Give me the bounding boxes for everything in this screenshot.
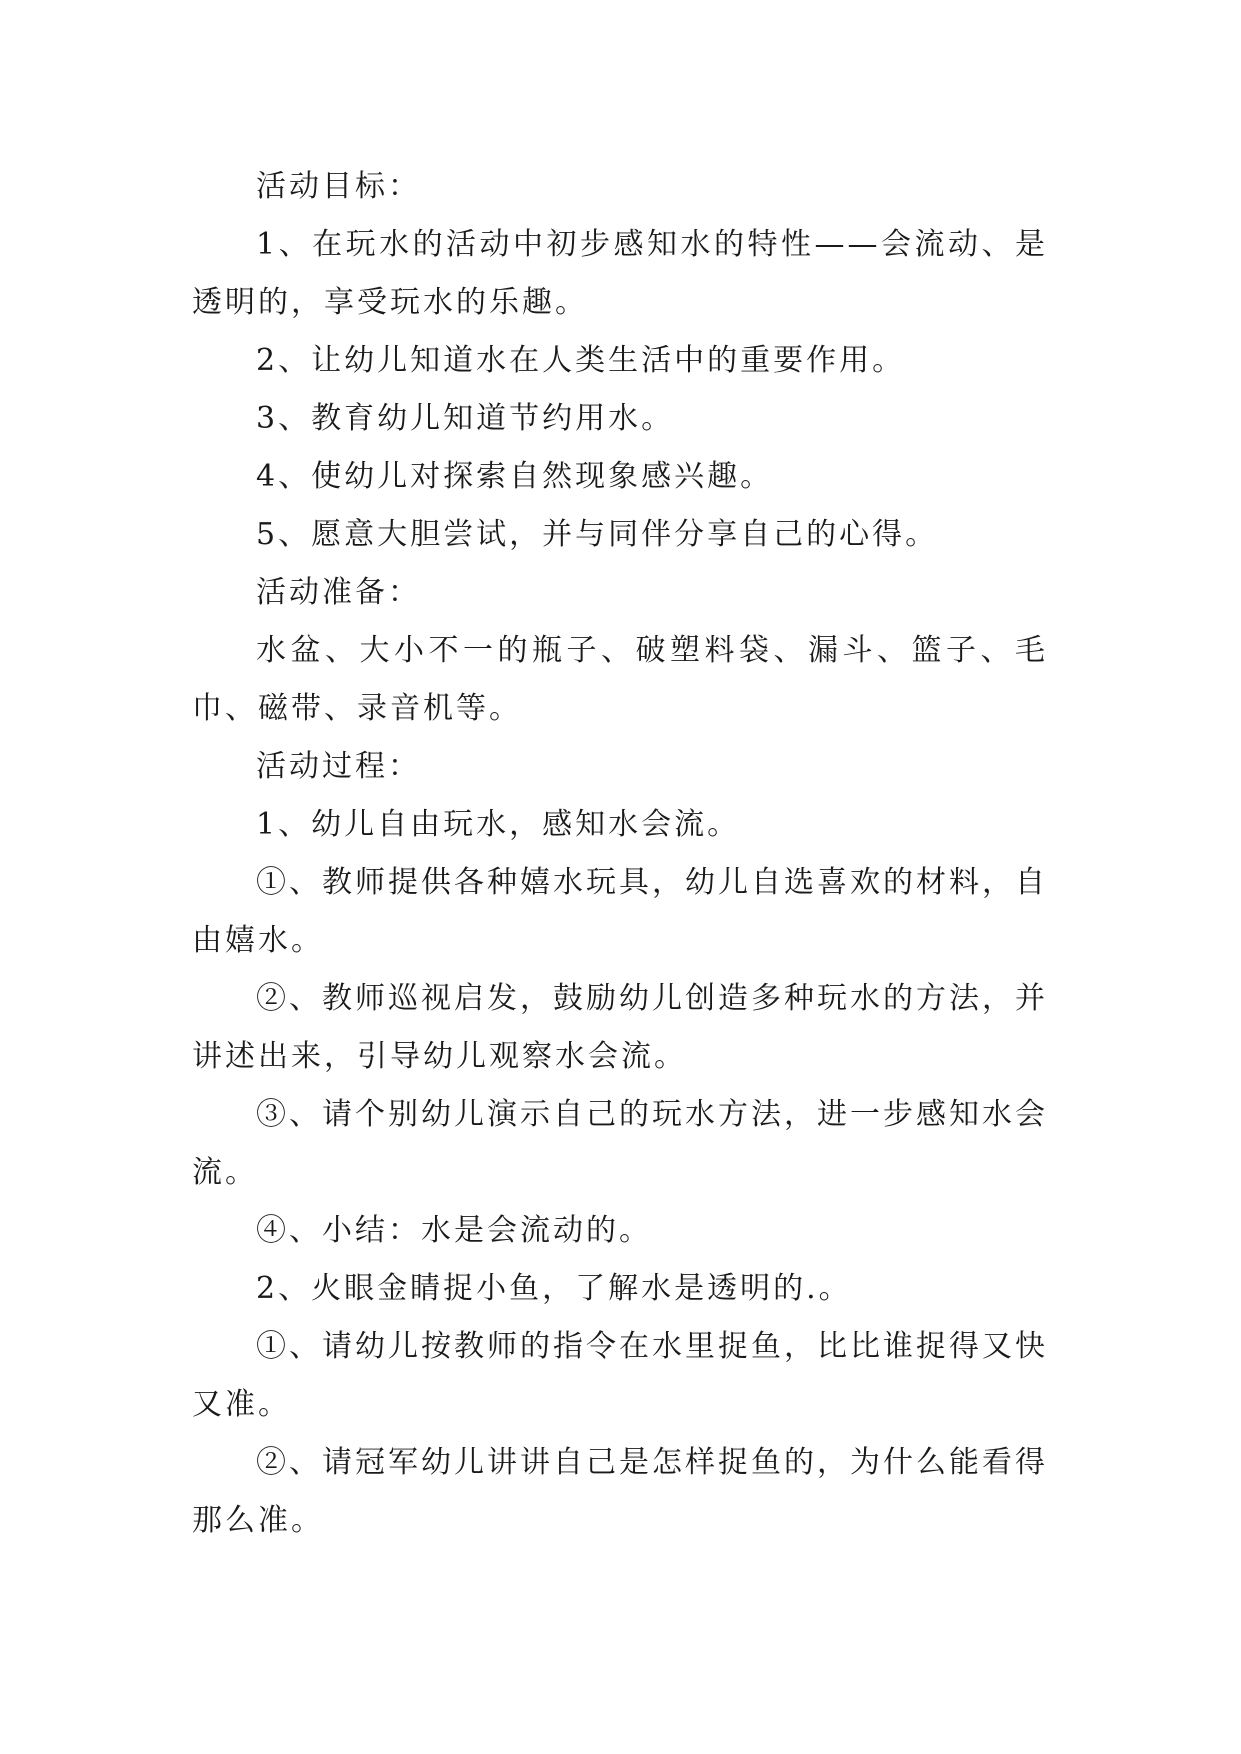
goal-item-2: 2、让幼儿知道水在人类生活中的重要作用。	[256, 343, 906, 378]
process-step-1-sub-1: ①、教师提供各种嬉水玩具，幼儿自选喜欢的材料，自由嬉水。	[192, 865, 1048, 958]
section-heading-preparation: 活动准备：	[256, 575, 421, 610]
process-step-1: 1、幼儿自由玩水，感知水会流。	[256, 807, 741, 842]
process-step-2-sub-2: ②、请冠军幼儿讲讲自己是怎样捉鱼的，为什么能看得那么准。	[192, 1445, 1048, 1538]
process-step-1-sub-2: ②、教师巡视启发，鼓励幼儿创造多种玩水的方法，并讲述出来，引导幼儿观察水会流。	[192, 981, 1048, 1074]
section-heading-goals: 活动目标：	[256, 169, 421, 204]
goal-item-3: 3、教育幼儿知道节约用水。	[256, 401, 675, 436]
process-step-1-sub-4: ④、小结：水是会流动的。	[256, 1213, 652, 1248]
goal-item-4: 4、使幼儿对探索自然现象感兴趣。	[256, 459, 774, 494]
preparation-materials: 水盆、大小不一的瓶子、破塑料袋、漏斗、篮子、毛巾、磁带、录音机等。	[192, 633, 1048, 726]
process-step-1-sub-3: ③、请个别幼儿演示自己的玩水方法，进一步感知水会流。	[192, 1097, 1048, 1190]
process-step-2-sub-1: ①、请幼儿按教师的指令在水里捉鱼，比比谁捉得又快又准。	[192, 1329, 1048, 1422]
process-step-2: 2、火眼金睛捉小鱼，了解水是透明的.。	[256, 1271, 852, 1306]
goal-item-1: 1、在玩水的活动中初步感知水的特性——会流动、是透明的，享受玩水的乐趣。	[192, 227, 1048, 320]
section-heading-process: 活动过程：	[256, 749, 421, 784]
goal-item-5: 5、愿意大胆尝试，并与同伴分享自己的心得。	[256, 517, 939, 552]
document-body	[192, 158, 1048, 1550]
